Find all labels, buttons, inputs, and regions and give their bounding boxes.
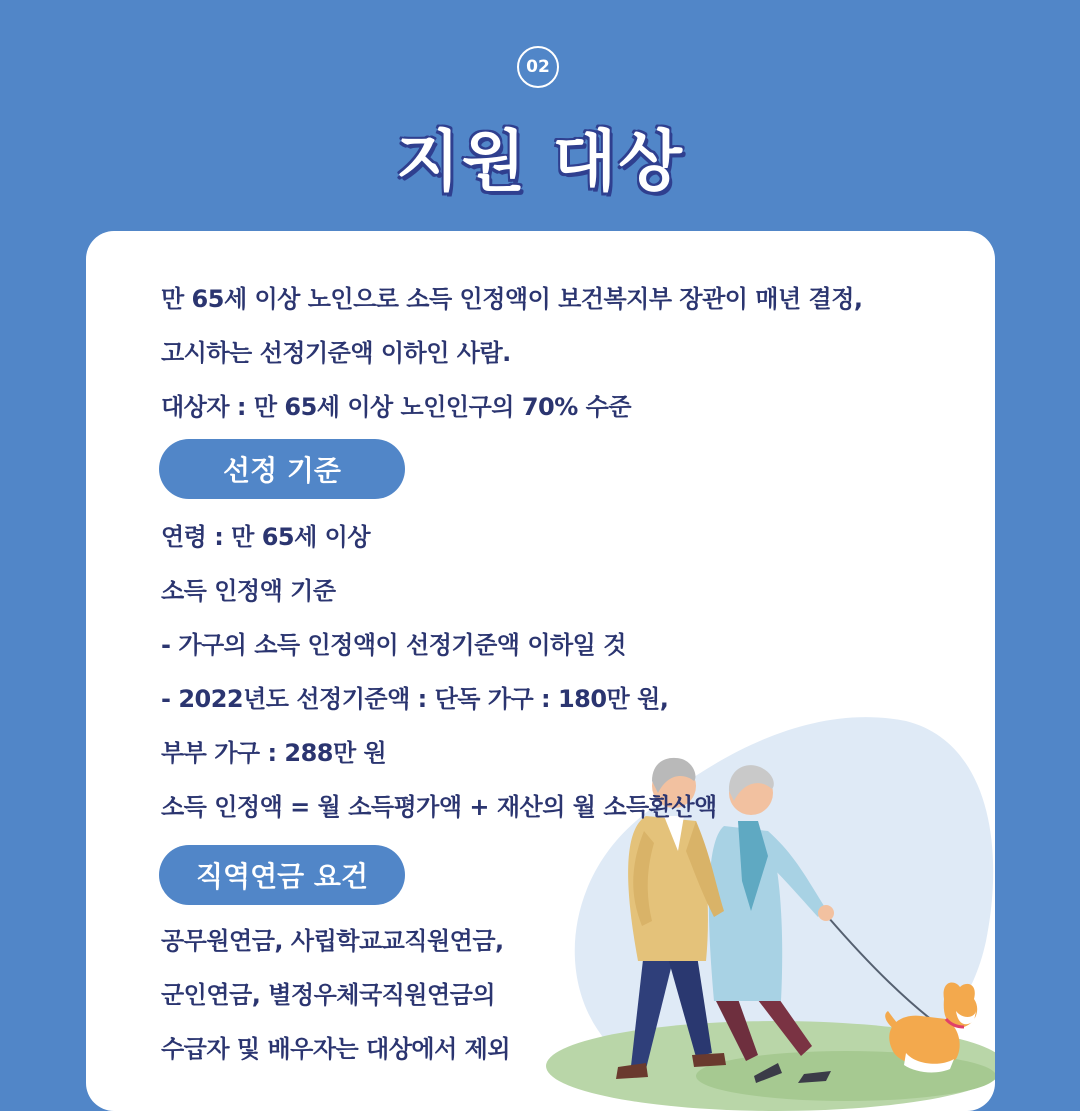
intro-line-3: 대상자 : 만 65세 이상 노인인구의 70% 수준 — [161, 393, 632, 421]
page-title: 지원 대상 — [395, 123, 684, 200]
pension-line-3: 수급자 및 배우자는 대상에서 제외 — [161, 1035, 510, 1063]
criteria-line-5: 부부 가구 : 288만 원 — [161, 739, 387, 767]
pension-line-2: 군인연금, 별정우체국직원연금의 — [161, 981, 496, 1009]
intro-line-2: 고시하는 선정기준액 이하인 사람. — [161, 339, 511, 367]
section-number-badge: 02 — [517, 46, 559, 88]
pension-line-1: 공무원연금, 사립학교교직원연금, — [161, 927, 504, 955]
criteria-line-3: - 가구의 소득 인정액이 선정기준액 이하일 것 — [161, 631, 626, 659]
elderly-couple-walking-dog-illustration — [546, 681, 995, 1111]
content-card — [86, 231, 995, 1111]
intro-line-1: 만 65세 이상 노인으로 소득 인정액이 보건복지부 장관이 매년 결정, — [161, 285, 863, 313]
criteria-line-2: 소득 인정액 기준 — [161, 577, 336, 605]
criteria-line-1: 연령 : 만 65세 이상 — [161, 523, 371, 551]
criteria-pill: 선정 기준 — [159, 439, 405, 499]
criteria-line-4: - 2022년도 선정기준액 : 단독 가구 : 180만 원, — [161, 685, 669, 713]
pension-pill: 직역연금 요건 — [159, 845, 405, 905]
criteria-line-6: 소득 인정액 = 월 소득평가액 + 재산의 월 소득환산액 — [161, 793, 717, 821]
